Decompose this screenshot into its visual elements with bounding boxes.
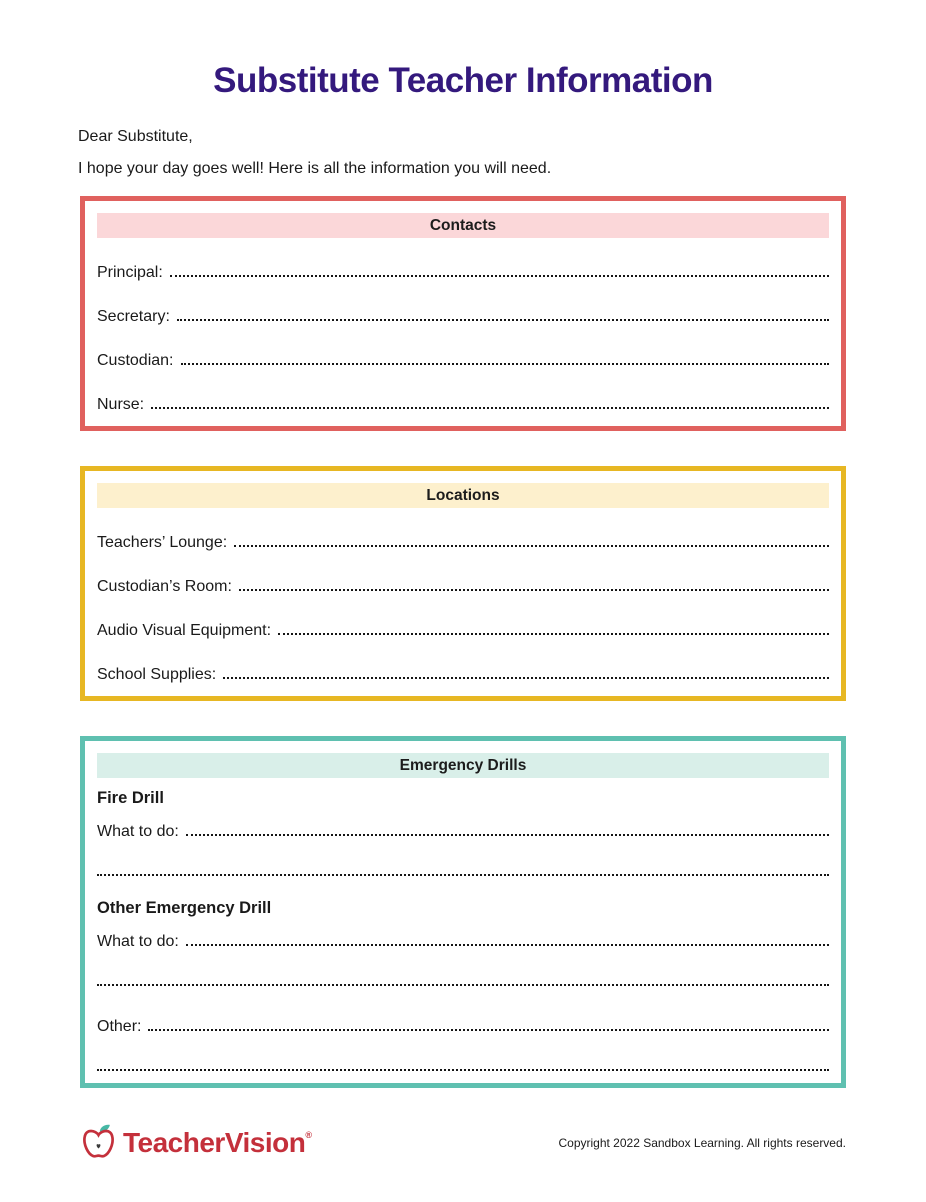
section-header-locations: Locations: [97, 483, 829, 508]
fill-in-line: [223, 677, 829, 679]
field-row: [97, 263, 829, 282]
field-label: Custodian:: [97, 352, 174, 369]
section-header-contacts: Contacts: [97, 213, 829, 238]
fill-in-line: [177, 319, 829, 321]
subheading: Fire Drill: [97, 789, 164, 807]
fill-in-line: [239, 589, 829, 591]
field-row: [97, 1017, 829, 1036]
subheading: Other Emergency Drill: [97, 899, 272, 917]
field-label: Custodian’s Room:: [97, 578, 232, 595]
field-label: Teachers’ Lounge:: [97, 534, 228, 551]
section-body: [97, 533, 829, 684]
field-label: What to do:: [97, 933, 179, 950]
section-body: [97, 263, 829, 414]
field-label: School Supplies:: [97, 666, 217, 683]
apple-logo-icon: [80, 1123, 117, 1163]
registered-mark: ®: [305, 1130, 312, 1140]
fill-in-line: [181, 363, 830, 365]
logo-wordmark: TeacherVision®: [123, 1127, 312, 1158]
teachervision-logo: [80, 1123, 311, 1163]
field-label: Audio Visual Equipment:: [97, 622, 272, 639]
section-emergency-drills: [80, 736, 846, 1088]
field-row: [97, 395, 829, 414]
copyright-text: Copyright 2022 Sandbox Learning. All rights reserved.: [558, 1136, 846, 1150]
fill-in-line: [234, 545, 829, 547]
fill-in-line: [278, 633, 829, 635]
field-row: [97, 822, 829, 841]
fill-in-line: [170, 275, 829, 277]
page-title: Substitute Teacher Information: [213, 61, 713, 100]
field-label: What to do:: [97, 823, 179, 840]
field-row: [97, 665, 829, 684]
field-row: [97, 621, 829, 640]
field-label: Other:: [97, 1018, 142, 1035]
footer: [80, 1123, 846, 1163]
fill-in-line: [148, 1029, 829, 1031]
fill-in-line: [151, 407, 829, 409]
sections-container: [80, 196, 846, 1088]
section-header-emergency-drills: Emergency Drills: [97, 753, 829, 778]
field-label: Secretary:: [97, 308, 170, 325]
field-label: Principal:: [97, 264, 163, 281]
continuation-fill-in-line: [97, 984, 829, 986]
field-row: [97, 533, 829, 552]
fill-in-line: [186, 944, 829, 946]
field-row: [97, 351, 829, 370]
continuation-fill-in-line: [97, 1069, 829, 1071]
fill-in-line: [186, 834, 829, 836]
section-contacts: [80, 196, 846, 431]
field-row: [97, 307, 829, 326]
greeting-text: Dear Substitute,: [78, 128, 193, 145]
section-locations: [80, 466, 846, 701]
field-label: Nurse:: [97, 396, 145, 413]
field-row: [97, 577, 829, 596]
continuation-fill-in-line: [97, 874, 829, 876]
intro-text: I hope your day goes well! Here is all the information you will need.: [78, 160, 552, 177]
field-row: [97, 932, 829, 951]
section-body: [97, 788, 829, 1071]
